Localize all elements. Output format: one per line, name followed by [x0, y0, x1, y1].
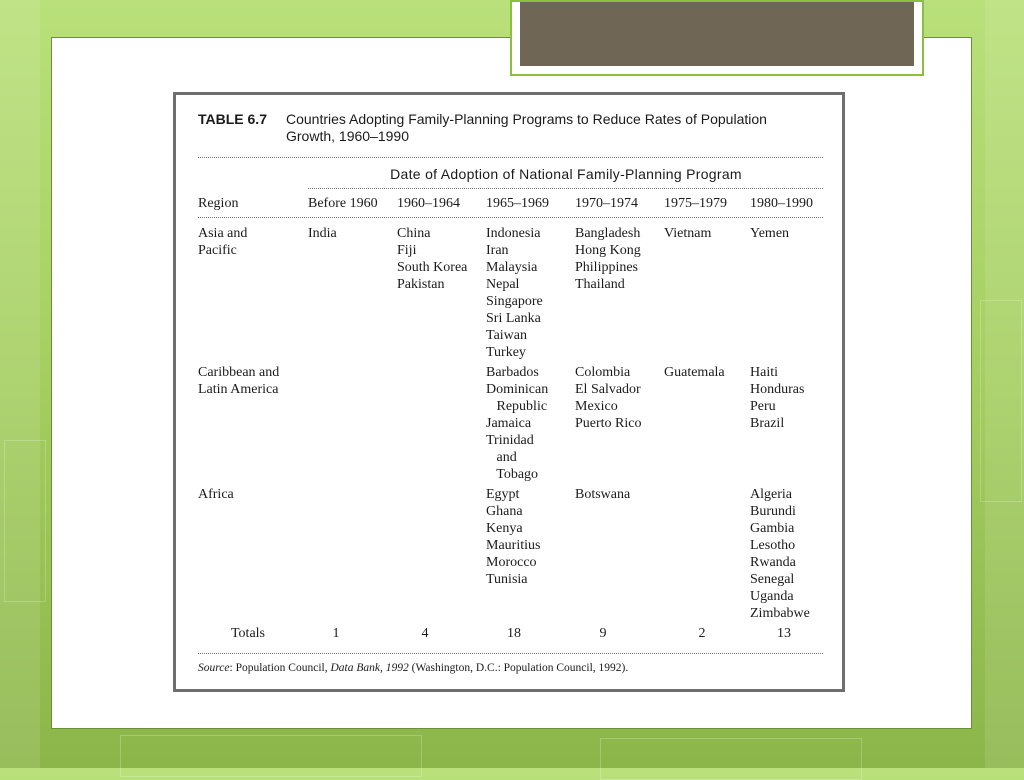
total-1980-1990: 13 [777, 626, 791, 641]
total-1965-1969: 18 [507, 626, 521, 641]
table-label: TABLE 6.7 [198, 111, 267, 127]
row-region-caribbean-latin-america: Caribbean and Latin America [198, 365, 280, 397]
source-prefix: Source [198, 662, 230, 674]
row-region-africa: Africa [198, 487, 234, 502]
total-before-1960: 1 [332, 626, 340, 641]
rule-header [198, 217, 823, 218]
total-1960-1964: 4 [421, 626, 429, 641]
header-region: Region [198, 196, 239, 211]
table-figure [173, 92, 845, 692]
rule-top [198, 157, 823, 158]
cell-africa-1980-1990: Algeria Burundi Gambia Lesotho Rwanda Senegal Uganda Zimbabwe [750, 487, 810, 621]
cell-asia-1965-1969: Indonesia Iran Malaysia Nepal Singapore Sri Lanka Taiwan Turkey [486, 226, 543, 360]
background-hexagon [4, 440, 46, 602]
header-1965-1969: 1965–1969 [486, 196, 549, 211]
cell-africa-1970-1974: Botswana [575, 487, 631, 502]
cell-asia-1960-1964: China Fiji South Korea Pakistan [397, 226, 468, 292]
cell-asia-before-1960: India [308, 226, 337, 241]
background-hexagon [600, 738, 862, 780]
source-publication: Data Bank, 1992 [330, 662, 409, 674]
row-region-asia-pacific: Asia and Pacific [198, 226, 248, 258]
cell-caribbean-1975-1979: Guatemala [664, 365, 725, 380]
cell-asia-1980-1990: Yemen [750, 226, 790, 241]
cell-caribbean-1970-1974: Colombia El Salvador Mexico Puerto Rico [575, 365, 642, 431]
column-spanner-heading: Date of Adoption of National Family-Planning Program [390, 166, 742, 182]
slide-title-placeholder [520, 2, 914, 66]
total-1975-1979: 2 [698, 626, 706, 641]
table-title-line-2: Growth, 1960–1990 [286, 128, 409, 144]
totals-label: Totals [230, 626, 265, 641]
slide-title-bar [510, 0, 924, 76]
table-title [286, 111, 767, 145]
cell-asia-1970-1974: Bangladesh Hong Kong Philippines Thailand [575, 226, 641, 292]
cell-asia-1975-1979: Vietnam [664, 226, 712, 241]
header-1975-1979: 1975–1979 [664, 196, 727, 211]
background-hexagon [120, 735, 422, 777]
cell-caribbean-1965-1969: Barbados Dominican Republic Jamaica Trinidad and Tobago [486, 365, 549, 482]
table-title-line-1: Countries Adopting Family-Planning Programs to Reduce Rates of Population [286, 111, 767, 127]
background-hexagon [980, 300, 1022, 502]
header-before-1960: Before 1960 [308, 196, 378, 211]
source-mid: : Population Council, [229, 662, 331, 674]
source-suffix: (Washington, D.C.: Population Council, 1992). [408, 662, 629, 674]
header-1970-1974: 1970–1974 [575, 196, 638, 211]
source-note [198, 662, 628, 674]
cell-caribbean-1980-1990: Haiti Honduras Peru Brazil [750, 365, 805, 431]
header-1960-1964: 1960–1964 [397, 196, 460, 211]
rule-bottom [198, 653, 823, 654]
header-1980-1990: 1980–1990 [750, 196, 813, 211]
rule-spanner [308, 188, 823, 189]
background-stripe [0, 0, 40, 768]
total-1970-1974: 9 [599, 626, 607, 641]
cell-africa-1965-1969: Egypt Ghana Kenya Mauritius Morocco Tunisia [486, 487, 541, 587]
